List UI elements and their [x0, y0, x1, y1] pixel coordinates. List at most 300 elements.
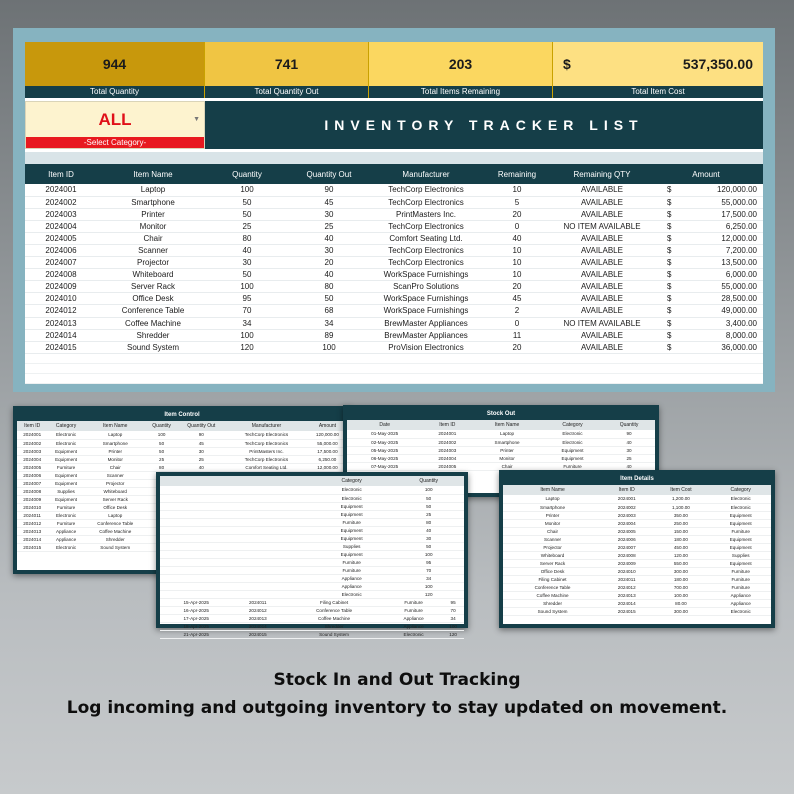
table-row[interactable]: [347, 446, 655, 454]
table-cell: 17-Apr-2025: [160, 615, 232, 623]
table-cell: WorkSpace Furnishings: [383, 294, 469, 304]
table-cell: $: [667, 294, 672, 304]
table-cell: Supplies: [47, 487, 84, 495]
stock-out-table: [347, 420, 655, 471]
table-cell: AVAILABLE: [581, 306, 623, 316]
stock-in-table: [160, 476, 464, 599]
table-cell: 2024004: [602, 519, 651, 527]
table-row[interactable]: [25, 220, 763, 232]
table-row[interactable]: [160, 623, 464, 631]
table-cell: 90: [177, 431, 225, 439]
kpi-total-quantity: [25, 42, 205, 98]
table-cell: Chair: [472, 462, 542, 470]
table-cell: 100: [240, 330, 254, 340]
table-cell: AVAILABLE: [581, 185, 623, 195]
table-cell: Furniture: [310, 566, 393, 574]
table-cell: 350.00: [651, 511, 710, 519]
table-cell: 2024010: [45, 294, 77, 304]
table-cell: AVAILABLE: [581, 197, 623, 207]
table-cell: AVAILABLE: [581, 294, 623, 304]
table-cell: WorkSpace Furnishings: [383, 306, 469, 316]
table-cell: 2024002: [602, 503, 651, 511]
table-cell: Chair: [143, 233, 163, 243]
table-row[interactable]: [25, 317, 763, 329]
table-cell: 120: [240, 342, 254, 352]
table-row[interactable]: [503, 519, 771, 527]
col-header: Item Name: [85, 421, 146, 431]
table-cell: 45: [512, 294, 522, 304]
table-row[interactable]: [503, 535, 771, 543]
table-cell: $: [667, 233, 672, 243]
table-cell: 2024011: [17, 511, 47, 519]
table-cell: 40: [393, 526, 464, 534]
table-cell: Conference Table: [283, 607, 385, 615]
table-cell: 2024008: [17, 487, 47, 495]
table-row[interactable]: [503, 583, 771, 591]
table-cell: Equipment: [542, 454, 603, 462]
table-cell: 2024008: [45, 270, 77, 280]
table-row[interactable]: [503, 575, 771, 583]
col-header: Quantity: [393, 476, 464, 486]
table-row[interactable]: [160, 574, 464, 582]
kpi-total-item-cost: [553, 42, 763, 98]
table-row[interactable]: [160, 526, 464, 534]
table-cell: Supplies: [710, 551, 771, 559]
table-cell: 50: [393, 502, 464, 510]
table-cell: Equipment: [310, 534, 393, 542]
table-row[interactable]: [160, 566, 464, 574]
table-cell: Office Desk: [503, 567, 602, 575]
table-cell: 2024001: [17, 431, 47, 439]
table-cell: Furniture: [710, 583, 771, 591]
table-cell: Whiteboard: [132, 270, 174, 280]
table-cell: AVAILABLE: [581, 270, 623, 280]
table-row[interactable]: [160, 615, 464, 623]
dropdown-arrow-icon[interactable]: ▼: [193, 116, 200, 123]
col-header: Item Name: [472, 420, 542, 430]
table-cell: Conference Table: [503, 583, 602, 591]
table-cell: 2024013: [17, 527, 47, 535]
table-row[interactable]: [503, 543, 771, 551]
stock-in-dated-table: [160, 599, 464, 640]
table-cell: Appliance: [385, 623, 442, 631]
table-cell: Furniture: [542, 462, 603, 470]
table-cell: Sound System: [126, 342, 180, 352]
table-cell: $: [667, 221, 672, 231]
table-cell: 02-May-2025: [347, 438, 422, 446]
table-row[interactable]: [25, 257, 763, 269]
table-cell: [160, 590, 310, 598]
table-cell: 40: [242, 246, 252, 256]
col-header: Item ID: [25, 164, 97, 184]
table-cell: 2024010: [17, 503, 47, 511]
table-cell: [160, 550, 310, 558]
table-cell: Office Desk: [132, 294, 174, 304]
col-header: Item Cost: [651, 485, 710, 495]
table-cell: 180.00: [651, 535, 710, 543]
caption-heading: Stock In and Out Tracking: [273, 670, 521, 690]
table-cell: 95: [242, 294, 252, 304]
col-header: Amount: [649, 164, 763, 184]
table-cell: Coffee Machine: [85, 527, 146, 535]
table-cell: Equipment: [542, 446, 603, 454]
table-cell: 70: [442, 607, 464, 615]
table-cell: 100: [393, 486, 464, 494]
table-row[interactable]: [160, 502, 464, 510]
table-cell: Equipment: [47, 447, 84, 455]
table-cell: Furniture: [710, 567, 771, 575]
table-cell: 50: [242, 197, 252, 207]
table-cell: Electronic: [310, 486, 393, 494]
table-cell: Comfort Seating Ltd.: [389, 233, 463, 243]
col-header: Amount: [308, 421, 347, 431]
table-cell: Electronic: [385, 631, 442, 639]
table-row[interactable]: [160, 550, 464, 558]
table-cell: 40: [512, 233, 522, 243]
table-cell: 100: [393, 582, 464, 590]
table-cell: 2024003: [422, 446, 472, 454]
table-cell: 2024013: [45, 318, 77, 328]
table-cell: Chair: [503, 527, 602, 535]
table-cell: Scanner: [138, 246, 168, 256]
table-cell: 2024015: [45, 342, 77, 352]
table-cell: 12,000.00: [721, 233, 757, 243]
table-cell: Whiteboard: [85, 487, 146, 495]
table-cell: 6,250.00: [725, 221, 757, 231]
table-cell: 40: [324, 233, 334, 243]
table-cell: [160, 542, 310, 550]
table-cell: Equipment: [47, 479, 84, 487]
table-cell: 2024012: [602, 583, 651, 591]
table-row[interactable]: [160, 631, 464, 639]
table-cell: 700.00: [651, 583, 710, 591]
table-cell: Conference Table: [85, 519, 146, 527]
table-cell: Comfort Seating Ltd.: [225, 463, 308, 471]
table-cell: 30: [324, 209, 334, 219]
table-cell: NO ITEM AVAILABLE: [563, 221, 641, 231]
table-row[interactable]: [503, 567, 771, 575]
table-row[interactable]: [25, 293, 763, 305]
table-cell: 2024005: [45, 233, 77, 243]
table-cell: 2024007: [602, 543, 651, 551]
table-cell: 120: [393, 590, 464, 598]
table-cell: 2024015: [17, 543, 47, 551]
table-cell: $: [667, 246, 672, 256]
table-cell: Supplies: [310, 542, 393, 550]
table-cell: 8,000.00: [725, 330, 757, 340]
table-cell: 55,000.00: [308, 439, 347, 447]
table-cell: 2024009: [45, 282, 77, 292]
table-row[interactable]: [25, 232, 763, 244]
table-cell: 21-Apr-2025: [160, 631, 232, 639]
table-cell: Printer: [472, 446, 542, 454]
table-cell: 90: [324, 185, 334, 195]
kpi-value: 944: [25, 42, 204, 86]
table-cell: Appliance: [710, 599, 771, 607]
table-cell: 20: [324, 258, 334, 268]
table-cell: Projector: [503, 543, 602, 551]
table-row[interactable]: [160, 599, 464, 607]
table-cell: AVAILABLE: [581, 258, 623, 268]
table-cell: $: [667, 282, 672, 292]
category-selector[interactable]: [25, 101, 205, 149]
table-row[interactable]: [503, 599, 771, 607]
table-row[interactable]: [503, 503, 771, 511]
table-cell: BrewMaster Appliances: [384, 318, 468, 328]
table-cell: 40: [177, 463, 225, 471]
table-cell: Sound System: [283, 631, 385, 639]
table-row[interactable]: [25, 269, 763, 281]
kpi-label: Total Quantity: [25, 86, 204, 98]
table-cell: 2024012: [45, 306, 77, 316]
table-cell: 25: [393, 510, 464, 518]
table-cell: 7,200.00: [725, 246, 757, 256]
table-row[interactable]: [160, 510, 464, 518]
table-cell: [160, 518, 310, 526]
table-row[interactable]: [25, 329, 763, 341]
table-cell: 2024012: [232, 607, 283, 615]
table-cell: $: [667, 270, 672, 280]
table-cell: Equipment: [310, 526, 393, 534]
table-row[interactable]: [17, 431, 347, 439]
table-cell: 11: [512, 330, 522, 340]
category-dropdown[interactable]: [26, 102, 204, 137]
table-cell: Shredder: [283, 623, 385, 631]
table-cell: Shredder: [85, 535, 146, 543]
table-cell: Electronic: [710, 503, 771, 511]
table-cell: Electronic: [47, 431, 84, 439]
table-row[interactable]: [160, 558, 464, 566]
table-cell: Whiteboard: [503, 551, 602, 559]
table-cell: 90: [603, 430, 655, 438]
table-cell: ProVision Electronics: [388, 342, 464, 352]
table-cell: 2024011: [232, 599, 283, 607]
table-cell: 18-Apr-2025: [160, 623, 232, 631]
table-cell: [160, 486, 310, 494]
table-cell: 80: [242, 233, 252, 243]
table-row[interactable]: [25, 244, 763, 256]
kpi-value: 741: [205, 42, 368, 86]
table-cell: Server Rack: [130, 282, 175, 292]
spacer-band: [25, 152, 763, 164]
table-cell: 2024013: [602, 591, 651, 599]
table-cell: 2024001: [45, 185, 77, 195]
table-row[interactable]: [25, 341, 763, 353]
table-cell: 450.00: [651, 543, 710, 551]
table-cell: Scanner: [503, 535, 602, 543]
table-cell: $: [667, 330, 672, 340]
col-header: [160, 476, 310, 486]
table-cell: Equipment: [710, 543, 771, 551]
table-cell: TechCorp Electronics: [225, 455, 308, 463]
table-cell: $: [667, 185, 672, 195]
table-cell: Appliance: [310, 582, 393, 590]
table-cell: 25: [177, 455, 225, 463]
table-cell: 2024003: [17, 447, 47, 455]
kpi-currency: $: [563, 56, 571, 72]
table-cell: 50: [146, 447, 178, 455]
table-cell: WorkSpace Furnishings: [383, 270, 469, 280]
col-header: Quantity Out: [177, 421, 225, 431]
table-cell: Equipment: [47, 471, 84, 479]
item-details-sheet: [499, 470, 775, 628]
col-header: Category: [542, 420, 603, 430]
table-row[interactable]: [17, 439, 347, 447]
table-cell: Electronic: [47, 511, 84, 519]
table-cell: 55,000.00: [721, 197, 757, 207]
table-row[interactable]: [347, 438, 655, 446]
table-cell: 01-May-2025: [347, 430, 422, 438]
table-cell: 1,200.00: [651, 495, 710, 503]
table-cell: Laptop: [472, 430, 542, 438]
table-cell: 2024011: [602, 575, 651, 583]
table-cell: 10: [512, 185, 522, 195]
table-cell: Projector: [136, 258, 169, 268]
table-cell: 2024004: [17, 455, 47, 463]
table-cell: 2024001: [422, 430, 472, 438]
table-cell: 28,500.00: [721, 294, 757, 304]
table-cell: Appliance: [310, 574, 393, 582]
table-row[interactable]: [503, 607, 771, 615]
table-cell: 50: [242, 270, 252, 280]
table-cell: 100: [393, 550, 464, 558]
table-row[interactable]: [503, 495, 771, 503]
table-cell: Equipment: [310, 550, 393, 558]
table-cell: PrintMasters Inc.: [395, 209, 456, 219]
table-cell: 07-May-2025: [347, 462, 422, 470]
empty-rows: [25, 354, 763, 384]
table-cell: 120.00: [651, 551, 710, 559]
kpi-total-items-remaining: [369, 42, 553, 98]
table-cell: Equipment: [310, 510, 393, 518]
table-row[interactable]: [25, 196, 763, 208]
inventory-sheet: [25, 42, 763, 384]
table-row[interactable]: [347, 462, 655, 470]
table-cell: 20: [512, 282, 522, 292]
sheet-title: INVENTORY TRACKER LIST: [205, 101, 763, 149]
table-cell: 30: [177, 447, 225, 455]
table-row[interactable]: [160, 486, 464, 494]
table-cell: 17,500.00: [308, 447, 347, 455]
table-cell: 2024010: [602, 567, 651, 575]
stock-in-sheet: [156, 472, 468, 637]
table-cell: AVAILABLE: [581, 246, 623, 256]
table-cell: Monitor: [85, 455, 146, 463]
table-cell: Furniture: [47, 503, 84, 511]
table-row[interactable]: [160, 542, 464, 550]
table-cell: AVAILABLE: [581, 330, 623, 340]
table-row[interactable]: [503, 511, 771, 519]
table-row[interactable]: [160, 518, 464, 526]
table-cell: NO ITEM AVAILABLE: [563, 318, 641, 328]
table-cell: 2024006: [45, 246, 77, 256]
table-row[interactable]: [503, 527, 771, 535]
table-cell: 10: [512, 258, 522, 268]
table-row[interactable]: [25, 305, 763, 317]
table-cell: Appliance: [385, 615, 442, 623]
table-row[interactable]: [160, 494, 464, 502]
col-header: Category: [47, 421, 84, 431]
table-cell: 2024005: [422, 462, 472, 470]
table-cell: TechCorp Electronics: [388, 258, 464, 268]
table-cell: Equipment: [710, 559, 771, 567]
table-row[interactable]: [17, 447, 347, 455]
table-row[interactable]: [25, 281, 763, 293]
table-row[interactable]: [347, 454, 655, 462]
col-header: Item Name: [503, 485, 602, 495]
table-cell: 40: [603, 462, 655, 470]
table-cell: Equipment: [47, 495, 84, 503]
table-row[interactable]: [503, 559, 771, 567]
table-row[interactable]: [347, 430, 655, 438]
table-cell: 1,100.00: [651, 503, 710, 511]
table-cell: 2024013: [232, 615, 283, 623]
table-cell: Shredder: [136, 330, 170, 340]
table-row[interactable]: [503, 551, 771, 559]
table-cell: Chair: [85, 463, 146, 471]
col-header: Quantity: [603, 420, 655, 430]
table-cell: Electronic: [710, 495, 771, 503]
table-row[interactable]: [503, 591, 771, 599]
table-cell: 2024006: [602, 535, 651, 543]
table-cell: 100: [322, 342, 336, 352]
table-cell: $: [667, 342, 672, 352]
table-cell: 2024004: [45, 221, 77, 231]
table-cell: Laptop: [85, 431, 146, 439]
table-cell: 2024014: [232, 623, 283, 631]
table-cell: Sound System: [85, 543, 146, 551]
table-row[interactable]: [25, 184, 763, 196]
table-cell: 2024002: [45, 197, 77, 207]
kpi-total-quantity-out: [205, 42, 369, 98]
table-cell: 100: [146, 431, 178, 439]
table-cell: 0: [514, 318, 520, 328]
table-cell: AVAILABLE: [581, 342, 623, 352]
table-cell: 30: [393, 534, 464, 542]
table-row[interactable]: [25, 208, 763, 220]
table-cell: Coffee Machine: [125, 318, 181, 328]
col-header: Date: [347, 420, 422, 430]
table-cell: [160, 502, 310, 510]
table-cell: 2024015: [232, 631, 283, 639]
table-cell: 15-Apr-2025: [160, 599, 232, 607]
table-cell: 2024005: [602, 527, 651, 535]
table-row[interactable]: [17, 463, 347, 471]
table-cell: [160, 566, 310, 574]
col-header: Quantity: [146, 421, 178, 431]
table-cell: Furniture: [310, 518, 393, 526]
table-row[interactable]: [160, 607, 464, 615]
table-cell: 70: [393, 566, 464, 574]
table-cell: 80.00: [651, 599, 710, 607]
table-cell: BrewMaster Appliances: [384, 330, 468, 340]
table-row[interactable]: [17, 455, 347, 463]
table-cell: Monitor: [472, 454, 542, 462]
table-cell: 3,400.00: [725, 318, 757, 328]
table-cell: 2024007: [45, 258, 77, 268]
table-row[interactable]: [160, 534, 464, 542]
table-cell: 50: [146, 439, 178, 447]
table-cell: AVAILABLE: [581, 233, 623, 243]
table-cell: Coffee Machine: [503, 591, 602, 599]
table-cell: 20: [512, 209, 522, 219]
table-row[interactable]: [160, 582, 464, 590]
table-cell: Projector: [85, 479, 146, 487]
table-row[interactable]: [160, 590, 464, 598]
table-cell: 2024002: [17, 439, 47, 447]
table-cell: $: [667, 197, 672, 207]
table-cell: 30: [242, 258, 252, 268]
